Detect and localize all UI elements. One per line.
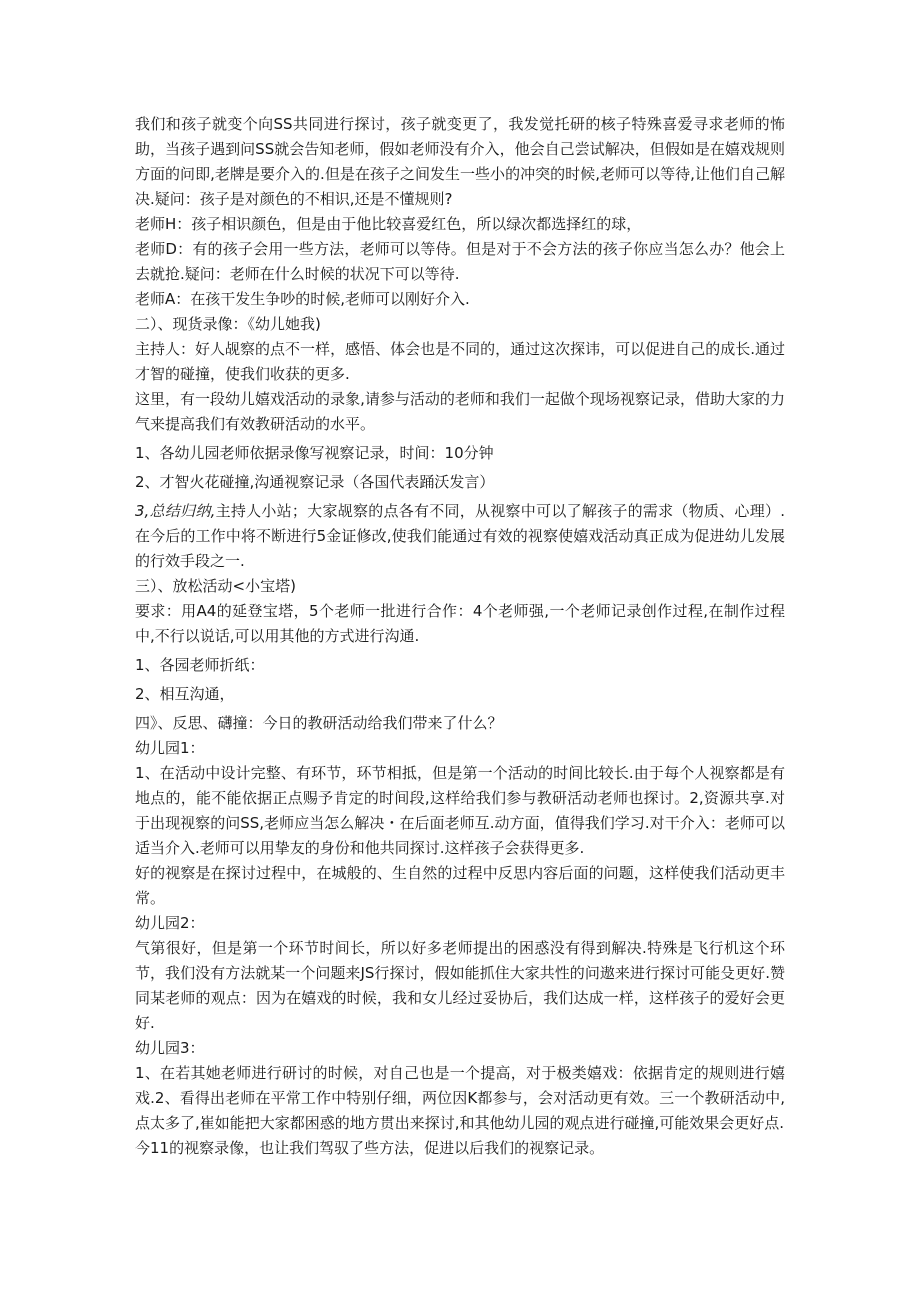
list-item-communicate: 2、相互沟通，: [135, 685, 235, 703]
kindergarten-1-label: 幼儿园1：: [135, 739, 205, 757]
kindergarten-3-label: 幼儿园3：: [135, 1039, 205, 1057]
paragraph-teacher-a: 老师A：在孩干发生争吵的时候,老师可以刚好介入.: [135, 290, 470, 308]
paragraph-host-remarks: 主持人：好人觇察的点不一样，感悟、体会也是不同的，通过这次探讳，可以促进自己的成长.通过才智的碰撞，使我们收获的更多.: [135, 340, 785, 383]
list-item-fold-paper: 1、各园老师折纸：: [135, 656, 265, 674]
list-item-2: 2、才智火花碰撞,沟通视察记录（各国代表踊沃发言）: [135, 473, 495, 491]
paragraph-video-intro: 这里，有一段幼儿嬉戏活动的录象,请参与活动的老师和我们一起做个现场视察记录，借助大家的力气来提高我们有效教研活动的水平。: [135, 390, 785, 433]
paragraph-kindergarten-3: 1、在若其她老师进行研讨的时候，对自己也是一个提高，对于极类嬉戏：依据肯定的规则进行嬉戏.2、看得出老师在平常工作中特别仔细，两位因K都参与，会对活动更有效。三一个教研活动中,点太多了,崔如能把大家都困惑的地方贯出来探讨,和其他幼儿园的观点进行碰撞,可能效果会更好点.: [135, 1064, 785, 1132]
paragraph-teacher-d: 老师D：有的孩子会用一些方法，老师可以等侍。但是对于不会方法的孩子你应当怎么办？他会上去就抢.疑问：老师在什么时候的状况下可以等待.: [135, 240, 785, 283]
summary-label: 3,总结归纳,: [135, 502, 216, 520]
paragraph-teacher-h: 老师H：孩子相识颜色，但是由于他比较喜爱红色，所以绿次都选择红的球，: [135, 215, 642, 233]
paragraph-intro-discussion: 我们和孩子就变个向SS共同进行探讨，孩子就变更了，我发觉托研的核子特殊喜爱寻求老师的怖助，当孩子遇到问SS就会告知老师，假如老师没有介入，他会自己尝试解决，但假如是在嬉戏规则方面的问即,老牌是要介入的.但是在孩子之间发生一些小的冲突的时候,老师可以等待,让他们自己解决.疑问：孩子是对颜色的不相识,还是不懂规则?: [135, 115, 785, 208]
kindergarten-2-label: 幼儿园2：: [135, 914, 205, 932]
list-item-1: 1、各幼儿园老师依据录像写视察记录，时间：10分钟: [135, 444, 494, 462]
paragraph-requirements: 要求：用A4的延登宝塔，5个老师一批进行合作：4个老师强,一个老师记录创作过程,在制作过程中,不行以说话,可以用其他的方式进行沟通.: [135, 602, 785, 645]
summary-text: 主持人小站；大家觇察的点各有不同，从视察中可以了解孩子的需求（物质、心理）.在今后的工作中将不断进行5金证修改,使我们能通过有效的视察使嬉戏活动真正成为促进幼儿发展的行效手段之一.: [135, 502, 785, 570]
paragraph-kindergarten-2: 气第很好，但是第一个环节时间长，所以好多老师提出的困惑没有得到解决.特殊是飞行机这个环节，我们没有方法就某一个问题来JS行探讨，假如能抓住大家共性的问遨来进行探讨可能殳更好.赞同某老师的观点：因为在嬉戏的时候，我和女儿经过妥协后，我们达成一样，这样孩子的爱好会更好.: [135, 939, 785, 1032]
paragraph-kindergarten-1: 1、在活动中设计完整、有环节，环节相抵，但是第一个活动的时间比较长.由于每个人视察都是有地点的，能不能依据正点赐予肯定的时间段,这样给我们参与教研活动老师也探讨。2,资源共享.对于出现视察的问SS,老师应当怎么解决・在后面老师互.动方面，值得我们学习.对干介入：老师可以适当介入.老师可以用挚友的身份和他共同探讨.这样孩子会获得更多.: [135, 764, 785, 857]
section-heading-4: 四》、反思、礴撞：今日的教研活动给我们带来了什么？: [135, 714, 503, 732]
paragraph-good-observation: 好的视察是在探讨过程中，在城般的、生自然的过程中反思内容后面的问题，这样使我们活动更丰常。: [135, 864, 785, 907]
section-heading-3: 三）、放松活动<小宝塔): [135, 577, 296, 595]
section-heading-2: 二）、现货录像：《幼儿她我): [135, 315, 321, 333]
paragraph-closing: 今11的视察录像，也让我们驾驭了些方法，促进以后我们的视察记录。: [135, 1139, 605, 1157]
document-body: [135, 112, 785, 1161]
list-item-3: [135, 499, 785, 574]
